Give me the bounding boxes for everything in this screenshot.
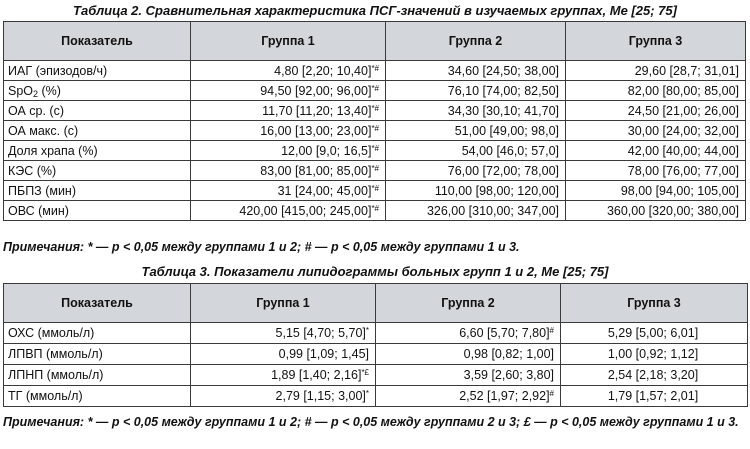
row-label: ПБПЗ (мин) [4, 181, 191, 201]
table2-header-row [4, 22, 746, 61]
group1-value: 5,15 [4,70; 5,70]* [191, 323, 376, 344]
table2-header-indicator: Показатель [4, 22, 191, 61]
row-label: КЭС (%) [4, 161, 191, 181]
row-label: ОА ср. (с) [4, 101, 191, 121]
row-label: Доля храпа (%) [4, 141, 191, 161]
group3-value: 2,54 [2,18; 3,20] [561, 365, 748, 386]
table-row [4, 81, 746, 101]
group2-value: 0,98 [0,82; 1,00] [376, 344, 561, 365]
group3-value: 98,00 [94,00; 105,00] [566, 181, 746, 201]
group3-value: 29,60 [28,7; 31,01] [566, 61, 746, 81]
group1-value: 1,89 [1,40; 2,16]*£ [191, 365, 376, 386]
row-label: ТГ (ммоль/л) [4, 386, 191, 407]
group2-value: 76,00 [72,00; 78,00] [386, 161, 566, 181]
row-label: ЛПВП (ммоль/л) [4, 344, 191, 365]
table3-header-group2: Группа 2 [376, 284, 561, 323]
group2-value: 76,10 [74,00; 82,50] [386, 81, 566, 101]
table-row [4, 101, 746, 121]
group1-value: 2,79 [1,15; 3,00]* [191, 386, 376, 407]
group2-value: 110,00 [98,00; 120,00] [386, 181, 566, 201]
group3-value: 82,00 [80,00; 85,00] [566, 81, 746, 101]
group1-value: 12,00 [9,0; 16,5]*# [191, 141, 386, 161]
table-row [4, 344, 748, 365]
group1-value: 11,70 [11,20; 13,40]*# [191, 101, 386, 121]
table2-header-group1: Группа 1 [191, 22, 386, 61]
group1-value: 4,80 [2,20; 10,40]*# [191, 61, 386, 81]
table2-header-group2: Группа 2 [386, 22, 566, 61]
group1-value: 83,00 [81,00; 85,00]*# [191, 161, 386, 181]
group1-value: 31 [24,00; 45,00]*# [191, 181, 386, 201]
table3-caption: Таблица 3. Показатели липидограммы больных групп 1 и 2, Ме [25; 75] [141, 264, 609, 279]
group2-value: 54,00 [46,0; 57,0] [386, 141, 566, 161]
group2-value: 6,60 [5,70; 7,80]# [376, 323, 561, 344]
group3-value: 24,50 [21,00; 26,00] [566, 101, 746, 121]
group3-value: 42,00 [40,00; 44,00] [566, 141, 746, 161]
group2-value: 326,00 [310,00; 347,00] [386, 201, 566, 221]
table-row [4, 365, 748, 386]
group3-value: 1,79 [1,57; 2,01] [561, 386, 748, 407]
group2-value: 34,60 [24,50; 38,00] [386, 61, 566, 81]
group1-value: 420,00 [415,00; 245,00]*# [191, 201, 386, 221]
group2-value: 51,00 [49,00; 98,0] [386, 121, 566, 141]
table-row [4, 141, 746, 161]
group2-value: 3,59 [2,60; 3,80] [376, 365, 561, 386]
table2-header-group3: Группа 3 [566, 22, 746, 61]
table3-header-row [4, 284, 748, 323]
table2-caption: Таблица 2. Сравнительная характеристика ПСГ-значений в изучаемых группах, Ме [25; 75] [73, 3, 677, 18]
group1-value: 16,00 [13,00; 23,00]*# [191, 121, 386, 141]
group3-value: 30,00 [24,00; 32,00] [566, 121, 746, 141]
group3-value: 5,29 [5,00; 6,01] [561, 323, 748, 344]
row-label: SpO$_2$ (%) [4, 81, 191, 101]
group2-value: 2,52 [1,97; 2,92]# [376, 386, 561, 407]
table3-header-group1: Группа 1 [191, 284, 376, 323]
row-label: ОВС (мин) [4, 201, 191, 221]
row-label: ЛПНП (ммоль/л) [4, 365, 191, 386]
table-row [4, 161, 746, 181]
table3-header-indicator: Показатель [4, 284, 191, 323]
table2-note: Примечания: * — p < 0,05 между группами 1 и 2; # — p < 0,05 между группами 1 и 3. [3, 240, 520, 254]
table2 [3, 21, 746, 221]
row-label: ОА макс. (с) [4, 121, 191, 141]
table-row [4, 181, 746, 201]
row-label: ОХС (ммоль/л) [4, 323, 191, 344]
group2-value: 34,30 [30,10; 41,70] [386, 101, 566, 121]
table3 [3, 283, 748, 407]
group1-value: 94,50 [92,00; 96,00]*# [191, 81, 386, 101]
table-row [4, 386, 748, 407]
group3-value: 78,00 [76,00; 77,00] [566, 161, 746, 181]
table-row [4, 323, 748, 344]
group3-value: 360,00 [320,00; 380,00] [566, 201, 746, 221]
table3-header-group3: Группа 3 [561, 284, 748, 323]
table-row [4, 61, 746, 81]
group3-value: 1,00 [0,92; 1,12] [561, 344, 748, 365]
table-row [4, 201, 746, 221]
row-label: ИАГ (эпизодов/ч) [4, 61, 191, 81]
table3-note: Примечания: * — p < 0,05 между группами 1 и 2; # — p < 0,05 между группами 2 и 3; £ — p < 0,05 между группами 1 и 3. [3, 415, 739, 429]
table-row [4, 121, 746, 141]
group1-value: 0,99 [1,09; 1,45] [191, 344, 376, 365]
